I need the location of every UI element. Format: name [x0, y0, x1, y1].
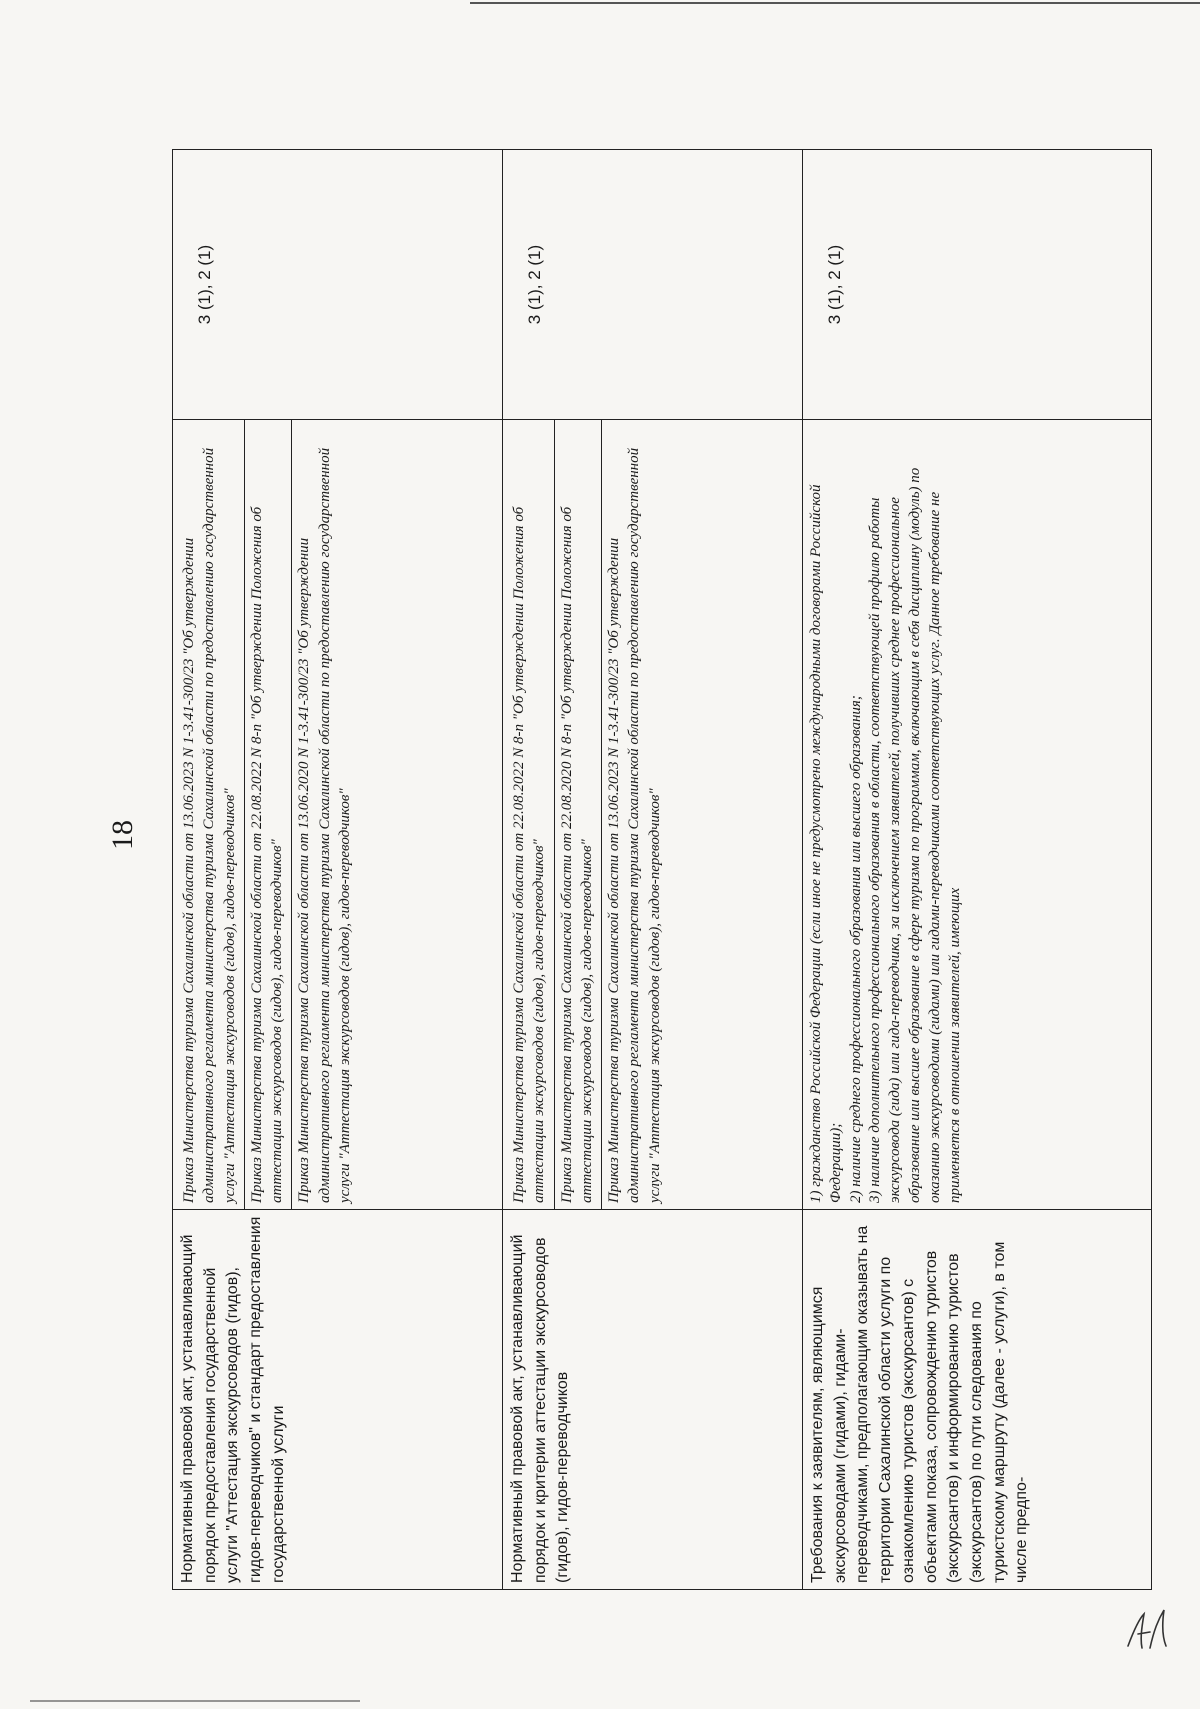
- scan-edge-line: [470, 2, 1200, 4]
- regulation-table: [172, 149, 1152, 1590]
- conditions-cell: [803, 420, 1152, 1210]
- document-entry: Приказ Министерства туризма Сахалинской области от 22.08.2020 N 8-п "Об утверждении Положения об аттестации экскурсоводов (гидов), гидов-переводчиков": [555, 420, 603, 1209]
- signature-mark: [1120, 1600, 1180, 1660]
- document-entry: Приказ Министерства туризма Сахалинской области от 13.06.2020 N 1-3.41-300/23 "Об утверждении административного регламента министерства туризма Сахалинской области по предоставлению государственной услуги "Аттестация экскурсоводов (гидов), гидов-переводчиков": [296, 447, 353, 1203]
- documents-cell: [173, 420, 503, 1210]
- document-entry: Приказ Министерства туризма Сахалинской области от 13.06.2023 N 1-3.41-300/23 "Об утверждении административного регламента министерства туризма Сахалинской области по предоставлению государственной услуги "Аттестация экскурсоводов (гидов), гидов-переводчиков": [177, 420, 245, 1209]
- code-cell: 3 (1), 2 (1): [803, 150, 1152, 420]
- documents-cell: [503, 420, 803, 1210]
- code-cell: 3 (1), 2 (1): [173, 150, 503, 420]
- table-row: [173, 150, 503, 1590]
- condition-item: 1) гражданство Российской Федерации (если иное не предусмотрено международными договорами Российской Федерации);: [808, 484, 844, 1203]
- table-row: [503, 150, 803, 1590]
- code-cell: 3 (1), 2 (1): [503, 150, 803, 420]
- document-entry: Приказ Министерства туризма Сахалинской области от 13.06.2023 N 1-3.41-300/23 "Об утверждении административного регламента министерства туризма Сахалинской области по предоставлению государственной услуги "Аттестация экскурсоводов (гидов), гидов-переводчиков": [606, 447, 663, 1203]
- document-entry: Приказ Министерства туризма Сахалинской области от 22.08.2022 N 8-п "Об утверждении Положения об аттестации экскурсоводов (гидов), гидов-переводчиков": [507, 420, 555, 1209]
- requirement-cell: Нормативный правовой акт, устанавливающий порядок и критерии аттестации экскурсоводов (гидов), гидов-переводчиков: [503, 1210, 803, 1590]
- document-entry: Приказ Министерства туризма Сахалинской области от 22.08.2022 N 8-п "Об утверждении Положения об аттестации экскурсоводов (гидов), гидов-переводчиков": [245, 420, 293, 1209]
- condition-item: 3) наличие дополнительного профессионального образования в области, соответствующей профилю работы экскурсовода (гида) или гида-переводчика, за исключением заявителей, получивших среднее профессиональное образование или высшее образование в сфере туризма по программам, включающим в себя дисциплину (модуль) по оказанию экскурсоводами (гидами) или гидами-переводчиками соответствующих услуг. Данное требование не применяется в отношении заявителей, имеющих: [867, 467, 963, 1203]
- requirement-cell: Нормативный правовой акт, устанавливающий порядок предоставления государственной услуги "Аттестация экскурсоводов (гидов), гидов-переводчиков" и стандарт предоставления государственной услуги: [173, 1210, 503, 1590]
- table-row: [803, 150, 1152, 1590]
- rotated-table-container: [172, 150, 1152, 1590]
- scan-edge-line: [30, 1700, 360, 1702]
- requirement-cell: Требования к заявителям, являющимся экскурсоводами (гидами), гидами-переводчиками, предполагающим оказывать на территории Сахалинской области услуги по ознакомлению туристов (экскурсантов) с объектами показа, сопровождению туристов (экскурсантов) и информированию туристов (экскурсантов) по пути следования по туристскому маршруту (далее - услуги), в том числе предпо-: [803, 1210, 1152, 1590]
- page-number: 18: [106, 820, 139, 850]
- condition-item: 2) наличие среднего профессионального образования или высшего образования;: [847, 695, 864, 1203]
